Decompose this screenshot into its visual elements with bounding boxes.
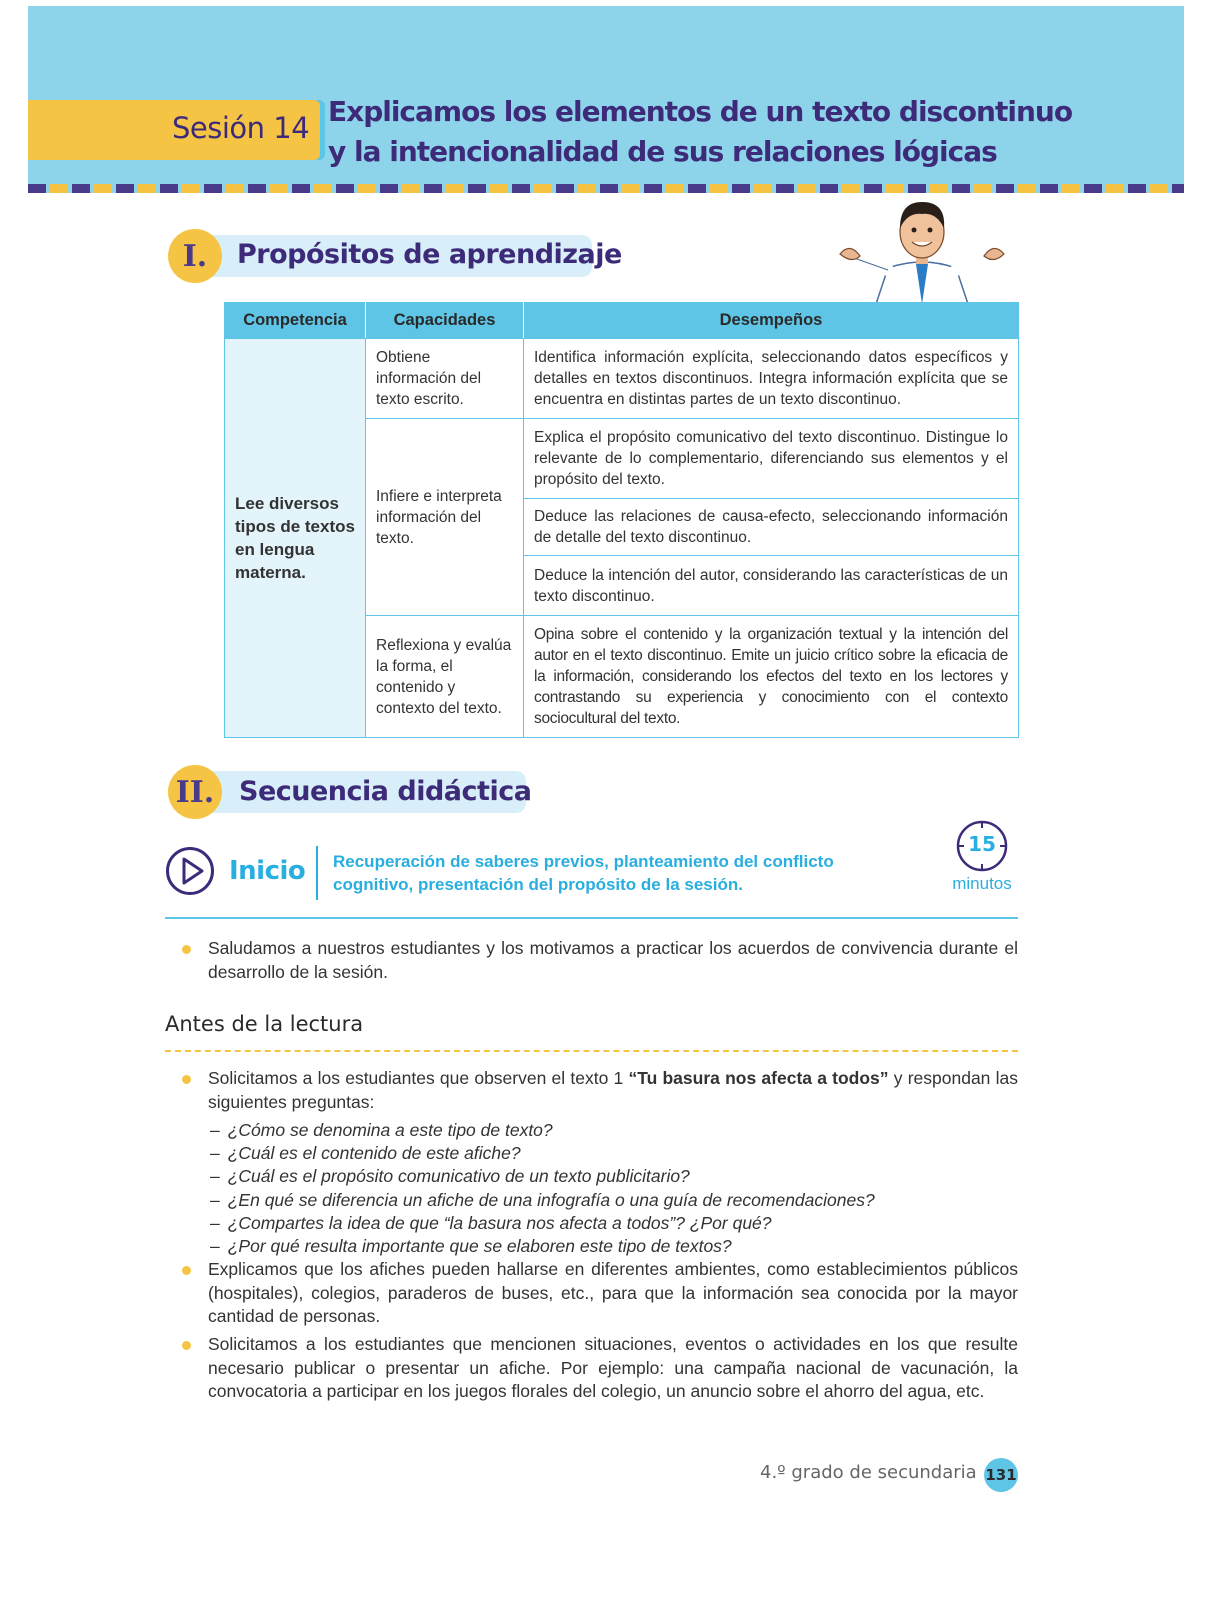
session-label: Sesión 14 (172, 111, 310, 145)
play-icon (165, 846, 215, 896)
purposes-table (224, 302, 1019, 738)
footer-grade: 4.º grado de secundaria (760, 1462, 977, 1483)
inicio-description-line1: Recuperación de saberes previos, planteamiento del conflicto (333, 852, 834, 871)
bullet-text-3: Explicamos que los afiches pueden hallarse en diferentes ambientes, como establecimientos públicos (hospitales), colegios, paraderos de buses, etc., para que la información sea conocida por la mayor cantidad de personas. (208, 1259, 1018, 1326)
inicio-description-line2: cognitivo, presentación del propósito de la sesión. (333, 875, 743, 894)
bullet-text-4: Solicitamos a los estudiantes que mencionen situaciones, eventos o actividades en los que resulte necesario publicar o presentar un afiche. Por ejemplo: una campaña nacional de vacunación, la convocatoria a participar en los juegos florales del colegio, un anuncio sobre el ahorro del agua, etc. (208, 1334, 1018, 1401)
question-text: ¿Cómo se denomina a este tipo de texto? (227, 1120, 553, 1140)
capacidad-cell: Obtiene información del texto escrito. (366, 339, 524, 419)
question-text: ¿Compartes la idea de que “la basura nos afecta a todos”? ¿Por qué? (227, 1212, 772, 1233)
question-text: ¿Cuál es el propósito comunicativo de un texto publicitario? (227, 1166, 690, 1187)
table-header-row (225, 303, 1019, 339)
inicio-description (333, 850, 893, 896)
minutes-value: 15 (968, 832, 996, 856)
header-stripe (28, 184, 1184, 193)
bullet-text-2-bold: “Tu basura nos afecta a todos” (628, 1068, 889, 1088)
question-text: ¿Cuál es el contenido de este afiche? (227, 1143, 521, 1164)
page-title-line1: Explicamos los elementos de un texto discontinuo (328, 95, 1073, 128)
list-item (210, 1212, 1010, 1235)
desempeno-cell: Explica el propósito comunicativo del texto discontinuo. Distingue lo relevante de lo complementario, diferenciando sus elementos y el propósito del texto. (524, 419, 1019, 499)
list-item (210, 1119, 1010, 1142)
question-dash: – (210, 1166, 220, 1187)
teacher-illustration (836, 198, 1008, 304)
questions-list (210, 1119, 1010, 1258)
table-row (225, 339, 1019, 419)
desempeno-cell: Deduce las relaciones de causa-efecto, seleccionando información de detalle del texto discontinuo. (524, 499, 1019, 556)
desempeno-cell: Opina sobre el contenido y la organización textual y la intención del autor en el texto discontinuo. Emite un juicio crítico sobre la eficacia de la información, considerando los efectos del texto en los lectores y contrastando su experiencia y conocimiento con el contexto sociocultural del texto. (524, 616, 1019, 738)
question-text: ¿Por qué resulta importante que se elaboren este tipo de textos? (227, 1236, 732, 1257)
antes-heading: Antes de la lectura (165, 1012, 364, 1036)
header-capacidades: Capacidades (366, 303, 524, 339)
bullet-text-2 (208, 1067, 1018, 1114)
section2-number: II. (168, 765, 222, 819)
header-competencia: Competencia (225, 303, 366, 339)
desempeno-cell: Deduce la intención del autor, considerando las características de un texto discontinuo. (524, 556, 1019, 616)
bullet-dot (182, 1075, 191, 1084)
list-item (210, 1165, 1010, 1188)
inicio-rule (165, 917, 1018, 919)
question-dash: – (210, 1143, 220, 1164)
question-dash: – (210, 1120, 220, 1140)
competencia-cell: Lee diversos tipos de textos en lengua materna. (225, 339, 366, 738)
page-number: 131 (984, 1458, 1018, 1492)
capacidad-cell: Reflexiona y evalúa la forma, el contenido y contexto del texto. (366, 616, 524, 738)
bullet-text-1: Saludamos a nuestros estudiantes y los motivamos a practicar los acuerdos de convivencia durante el desarrollo de la sesión. (208, 938, 1018, 982)
section1-number: I. (168, 229, 222, 283)
bullet-dot (182, 1341, 191, 1350)
inicio-label: Inicio (229, 856, 306, 886)
section2-title: Secuencia didáctica (239, 776, 532, 807)
bullet-text-2-post: y respondan las siguientes preguntas: (208, 1068, 1018, 1112)
section1-title: Propósitos de aprendizaje (237, 239, 622, 270)
question-dash: – (210, 1189, 220, 1210)
list-item (210, 1189, 1010, 1212)
minutes-label: minutos (952, 874, 1012, 893)
dashed-divider (165, 1050, 1018, 1052)
list-item (210, 1235, 1010, 1258)
header-desempenos: Desempeños (524, 303, 1019, 339)
capacidad-cell: Infiere e interpreta información del texto. (366, 419, 524, 616)
inicio-divider (316, 846, 318, 900)
bullet-dot (182, 945, 191, 954)
page-title (328, 92, 1168, 172)
page-title-line2: y la intencionalidad de sus relaciones lógicas (328, 135, 997, 168)
desempeno-cell: Identifica información explícita, seleccionando datos específicos y detalles en textos discontinuos. Integra información explícita que se encuentra en distintas partes de un texto discontinuo. (524, 339, 1019, 419)
question-text: ¿En qué se diferencia un afiche de una infografía o una guía de recomendaciones? (227, 1189, 875, 1210)
bullet-text-2-pre: Solicitamos a los estudiantes que observen el texto 1 (208, 1068, 629, 1088)
list-item (210, 1142, 1010, 1165)
question-dash: – (210, 1212, 220, 1233)
question-dash: – (210, 1236, 220, 1257)
bullet-dot (182, 1266, 191, 1275)
